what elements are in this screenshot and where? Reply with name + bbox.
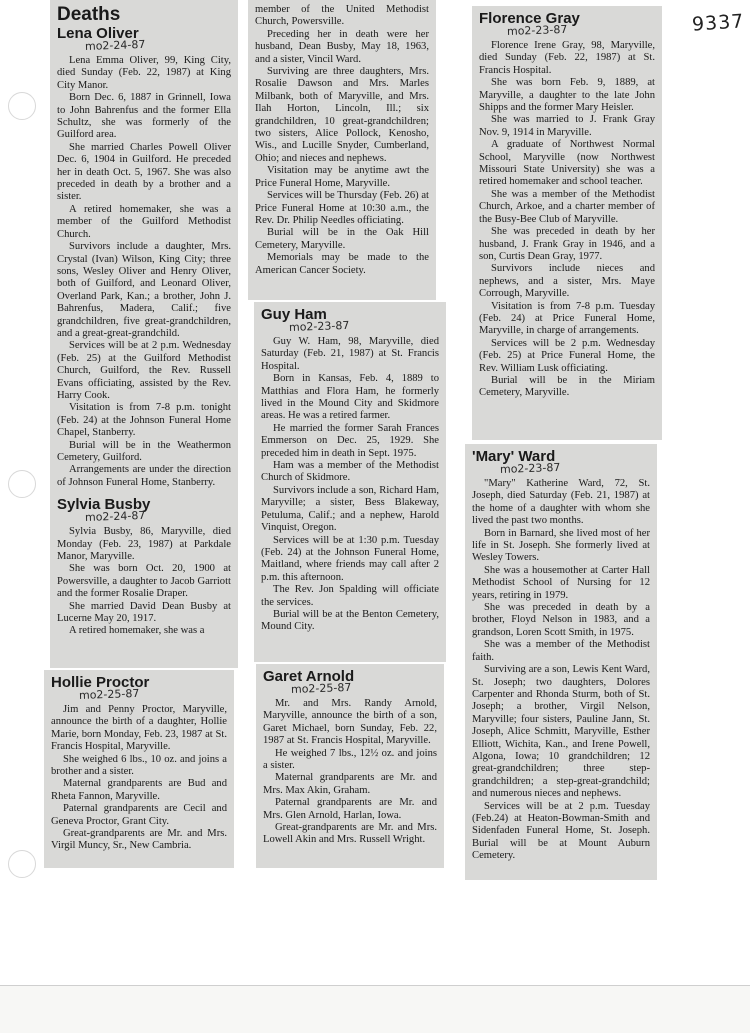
obituary-paragraph: She was married to J. Frank Gray Nov. 9, 1914 in Maryville. [479,114,655,138]
birth-name: Hollie Proctor [51,674,150,691]
birth-paragraph: Maternal grandparents are Mr. and Mrs. Max Akin, Graham. [263,772,437,796]
obituary-name: Guy Ham [261,306,327,323]
obituary-paragraph: Services will be 2 p.m. Wednesday (Feb. 25) at Price Funeral Home, the Rev. William Lusk officiating. [479,337,655,374]
obituary-paragraph: She was a member of the Methodist Church, Arkoe, and a charter member of the Busy-Bee Club of Maryville. [479,188,655,225]
obituary-paragraph: She was preceded in death by her husband, J. Frank Gray in 1946, and a son, Curtis Dean Gray, 1977. [479,226,655,262]
obituary-paragraph: Guy W. Ham, 98, Maryville, died Saturday (Feb. 21, 1987) at St. Francis Hospital. [261,336,439,372]
obituary-paragraph: Arrangements are under the direction of Johnson Funeral Home, Stanberry. [57,464,231,488]
handwritten-date: mo2-25-87 [290,680,352,696]
obituary-paragraph: Services will be at 2 p.m. Tuesday (Feb.24) at Heaton-Bowman-Smith and Sidenfaden Funeral Home, St. Joseph. Burial will be at Mount Auburn Cemetery. [472,800,650,862]
obituary-paragraph: Services will be Thursday (Feb. 26) at Price Funeral Home at 10:30 a.m., the Rev. Dr. Philip Needles officiating. [255,190,429,226]
obituary-paragraph: She married Charles Powell Oliver Dec. 6, 1904 in Guilford. He preceded her in death Oct. 5, 1967. She was also preceded in death by a brother and a sister. [57,141,231,203]
obituary-paragraph: She was born Oct. 20, 1900 at Powersville, a daughter to Jacob Garriott and the former Rosalie Draper. [57,563,231,600]
birth-paragraph: Great-grandparents are Mr. and Mrs. Lowell Akin and Mrs. Russell Wright. [263,822,437,846]
obituary-paragraph: Burial will be in the Miriam Cemetery, Maryville. [479,374,655,399]
obituary-paragraph: Florence Irene Gray, 98, Maryville, died Sunday (Feb. 22, 1987) at St. Francis Hospital. [479,40,655,76]
clipping-deaths-column [50,0,238,668]
obituary-paragraph: A graduate of Northwest Normal School, Maryville (now Northwest Missouri State University) she was a retired homemaker and school teacher. [479,139,655,188]
birth-paragraph: Great-grandparents are Mr. and Mrs. Virgil Muncy, Sr., New Cambria. [51,828,227,852]
handwritten-date: mo2-23-87 [288,318,350,334]
obituary-paragraph: Burial will be at the Benton Cemetery, Mound City. [261,608,439,633]
handwritten-date: mo2-23-87 [499,460,561,476]
obituary-paragraph: Visitation may be anytime awt the Price Funeral Home, Maryville. [255,165,429,189]
obituary-paragraph: She married David Dean Busby at Lucerne May 20, 1917. [57,600,231,625]
punch-hole [8,850,36,878]
handwritten-date: mo2-23-87 [506,22,568,38]
obituary-paragraph: Survivors include a son, Richard Ham, Maryville; a sister, Bess Blakeway, Petuluma, Calif.; and a nephew, Harold Vinquist, Oregon. [261,484,439,534]
obituary-name: Sylvia Busby [57,496,151,514]
birth-name: Garet Arnold [263,668,355,685]
obituary-paragraph: Lena Emma Oliver, 99, King City, died Sunday (Feb. 22, 1987) at King City Manor. [57,55,231,91]
handwritten-date: mo2-25-87 [78,686,140,702]
obituary-paragraph: Born in Barnard, she lived most of her life in St. Joseph. She formerly lived at Wesley Towers. [472,527,650,564]
punch-hole [8,470,36,498]
clipping-busby-continued [248,0,436,300]
handwritten-date: mo2-24-87 [84,37,146,53]
obituary-paragraph: He married the former Sarah Frances Emmerson on Dec. 25, 1929. She preceded him in death in Sept. 1975. [261,422,439,459]
obituary-paragraph: member of the United Methodist Church, Powersville. [255,4,429,28]
obituary-paragraph: She was born Feb. 9, 1889, at Maryville, a daughter to the late John Shipps and the former Mary Heisler. [479,77,655,114]
punch-hole [8,92,36,120]
birth-paragraph: Paternal grandparents are Mr. and Mrs. Glen Arnold, Harlan, Iowa. [263,797,437,821]
clipping-birth-arnold [256,664,444,868]
obituary-paragraph: The Rev. Jon Spalding will officiate the services. [261,584,439,608]
obituary-paragraph: "Mary" Katherine Ward, 72, St. Joseph, died Saturday (Feb. 21, 1987) at the home of a daughter with whom she lived the past two months. [472,478,650,527]
obituary-paragraph: Born in Kansas, Feb. 4, 1889 to Matthias and Flora Ham, he formerly lived in the Mound City and Skidmore areas. He was a retired farmer. [261,373,439,422]
obituary-paragraph: A retired homemaker, she was a [69,625,205,637]
clipping-obituary-ward [465,444,657,880]
obituary-paragraph: She was a housemother at Carter Hall Methodist School of Nursing for 12 years, retiring in 1979. [472,564,650,601]
birth-paragraph: He weighed 7 lbs., 12½ oz. and joins a sister. [263,747,437,772]
obituary-paragraph: She was a member of the Methodist faith. [472,639,650,663]
birth-paragraph: Maternal grandparents are Bud and Rheta Fannon, Maryville. [51,778,227,802]
obituary-paragraph: Surviving are a son, Lewis Kent Ward, St. Joseph; two daughters, Dolores Carpenter and Rhonda Sturm, both of St. Joseph; a brother, Virgil Nelson, Maryville; four sisters, Pauline Jann, St. Joseph, Alice Schmitt, Maryville, Esther Elliott, Wichita, Kan., and Irene Powell, Algona, Iowa; 10 grandchildren; 12 great-grandchildren; three step-grandchildren; a step-great-grandchild; and numerous nieces and nephews. [472,664,650,800]
obituary-paragraph: She was preceded in death by a brother, Floyd Nelson in 1983, and a grandson, Loren Scott Smith, in 1975. [472,602,650,638]
obituary-paragraph: Sylvia Busby, 86, Maryville, died Monday (Feb. 23, 1987) at Parkdale Manor, Maryville. [57,526,231,563]
obituary-name: Lena Oliver [57,25,139,42]
birth-paragraph: Paternal grandparents are Cecil and Geneva Proctor, Grant City. [51,803,227,827]
clipping-birth-proctor [44,670,234,868]
obituary-paragraph: Visitation is from 7-8 p.m. Tuesday (Feb. 24) at Price Funeral Home, Maryville, in charge of arrangements. [479,300,655,337]
obituary-paragraph: Born Dec. 6, 1887 in Grinnell, Iowa to John Bahrenfus and the former Ella Schultz, she was formerly of the Guilford area. [57,92,231,141]
obituary-paragraph: Memorials may be made to the American Cancer Society. [255,252,429,276]
obituary-paragraph: A retired homemaker, she was a member of the Guilford Methodist Church. [57,203,231,240]
obituary-name: 'Mary' Ward [472,448,556,465]
obituary-paragraph: Services will be at 1:30 p.m. Tuesday (Feb. 24) at the Johnson Funeral Home, Maitland, where friends may call after 2 p.m. this afternoon. [261,534,439,583]
birth-paragraph: Mr. and Mrs. Randy Arnold, Maryville, announce the birth of a son, Garet Michael, born Sunday, Feb. 22, 1987 at St. Francis Hospital, Maryville. [263,698,437,747]
obituary-paragraph: Burial will be in the Weathermon Cemetery, Guilford. [57,439,231,463]
obituary-paragraph: Surviving are three daughters, Mrs. Rosalie Dawson and Mrs. Marles Milbank, both of Maryville, and Mrs. Ilah Horton, Lincoln, Ill.; six grandchildren, 10 great-grandchildren; two sisters, Alice Pollock, Kenosho, Wis., and Lucille Snyder, Cumberland, Ohio; and nieces and nephews. [255,66,429,164]
birth-paragraph: She weighed 6 lbs., 10 oz. and joins a brother and a sister. [51,753,227,778]
obituary-paragraph: Visitation is from 7-8 p.m. tonight (Feb. 24) at the Johnson Funeral Home Chapel, Stanberry. [57,402,231,439]
handwritten-page-number: 9337 [691,10,746,36]
section-title: Deaths [57,4,121,25]
obituary-paragraph: Ham was a member of the Methodist Church of Skidmore. [261,460,439,484]
obituary-paragraph: Survivors include a daughter, Mrs. Crystal (Ivan) Wilson, King City; three sons, Wesley Oliver and Henry Oliver, both of Guilford, and Leonard Oliver, Overland Park, Kan.; a brother, John J. Bahrenfus, Madera, Calif.; five grandchildren, five great-grandchildren, and a great-great-grandchild. [57,241,231,339]
obituary-name: Florence Gray [479,10,580,27]
obituary-paragraph: Preceding her in death were her husband, Dean Busby, May 18, 1963, and a sister, Vincil Ward. [255,28,429,65]
birth-paragraph: Jim and Penny Proctor, Maryville, announce the birth of a daughter, Hollie Marie, born Monday, Feb. 23, 1987 at St. Francis Hospital, Maryville. [51,704,227,753]
clipping-obituary-gray [472,6,662,440]
obituary-paragraph: Survivors include nieces and nephews, and a sister, Mrs. Maye Corrough, Maryville. [479,263,655,300]
clipping-obituary-ham [254,302,446,662]
obituary-paragraph: Services will be at 2 p.m. Wednesday (Feb. 25) at the Guilford Methodist Church, Guilford, the Rev. Russell Evans officiating, assisted by the Rev. Harry Cook. [57,340,231,401]
obituary-paragraph: Burial will be in the Oak Hill Cemetery, Maryville. [255,227,429,251]
handwritten-date: mo2-24-87 [84,509,146,525]
